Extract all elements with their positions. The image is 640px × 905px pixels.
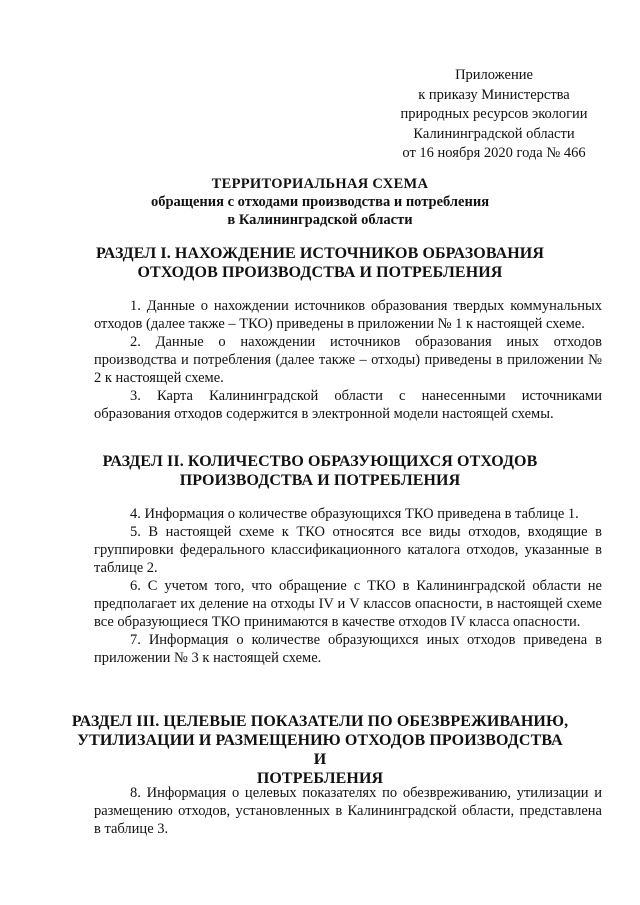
document-title-sub: в Калининградской области [227, 212, 413, 228]
section-heading-line: ОТХОДОВ ПРОИЗВОДСТВА И ПОТРЕБЛЕНИЯ [137, 264, 503, 281]
section-2-body [94, 505, 602, 667]
section-2-heading [70, 452, 570, 490]
approval-line: природных ресурсов экологии [400, 106, 588, 122]
approval-line: к приказу Министерства [418, 86, 570, 103]
paragraph: 5. В настоящей схеме к ТКО относятся все виды отходов, входящие в группировки федерального классификационного каталога отходов, указанные в таблице 2. [94, 524, 602, 576]
paragraph: 4. Информация о количестве образующихся ТКО приведена в таблице 1. [130, 506, 579, 522]
approval-block [384, 66, 604, 164]
paragraph: 3. Карта Калининградской области с нанесенными источниками образования отходов содержится в электронной модели настоящей схемы. [94, 388, 602, 422]
section-1-heading [70, 244, 570, 282]
section-heading-line: УТИЛИЗАЦИИ И РАЗМЕЩЕНИЮ ОТХОДОВ ПРОИЗВОДСТВА И [77, 732, 563, 768]
section-heading-line: РАЗДЕЛ I. НАХОЖДЕНИЕ ИСТОЧНИКОВ ОБРАЗОВАНИЯ [95, 245, 545, 262]
document-title-sub: обращения с отходами производства и потребления [150, 194, 490, 210]
section-heading-line: РАЗДЕЛ II. КОЛИЧЕСТВО ОБРАЗУЮЩИХСЯ ОТХОДОВ [102, 453, 538, 470]
section-3-heading [70, 712, 570, 788]
approval-line: от 16 ноября 2020 года № 466 [402, 145, 586, 161]
section-heading-line: ПРОИЗВОДСТВА И ПОТРЕБЛЕНИЯ [179, 472, 461, 489]
paragraph: 6. С учетом того, что обращение с ТКО в Калининградской области не предполагает их деление на отходы IV и V классов опасности, в настоящей схеме все образующиеся ТКО принимаются в качестве отходов IV класса опасности. [94, 578, 602, 630]
document-title-main: ТЕРРИТОРИАЛЬНАЯ СХЕМА [211, 176, 429, 192]
section-3-body [94, 784, 602, 838]
paragraph: 1. Данные о нахождении источников образования твердых коммунальных отходов (далее также – ТКО) приведены в приложении № 1 к настоящей схеме. [94, 298, 602, 332]
section-heading-line: РАЗДЕЛ III. ЦЕЛЕВЫЕ ПОКАЗАТЕЛИ ПО ОБЕЗВРЕЖИВАНИЮ, [71, 713, 569, 730]
paragraph: 7. Информация о количестве образующихся иных отходов приведена в приложении № 3 к настоящей схеме. [94, 632, 602, 666]
section-1-body [94, 297, 602, 423]
paragraph: 8. Информация о целевых показателях по обезвреживанию, утилизации и размещению отходов, установленных в Калининградской области, представлена в таблице 3. [94, 785, 602, 837]
section-heading-line: ПОТРЕБЛЕНИЯ [256, 770, 384, 787]
paragraph: 2. Данные о нахождении источников образования иных отходов производства и потребления (далее также – отходы) приведены в приложении № 2 к настоящей схеме. [94, 334, 602, 386]
approval-line: Приложение [455, 67, 533, 83]
document-title [0, 175, 640, 229]
approval-line: Калининградской области [413, 125, 575, 142]
